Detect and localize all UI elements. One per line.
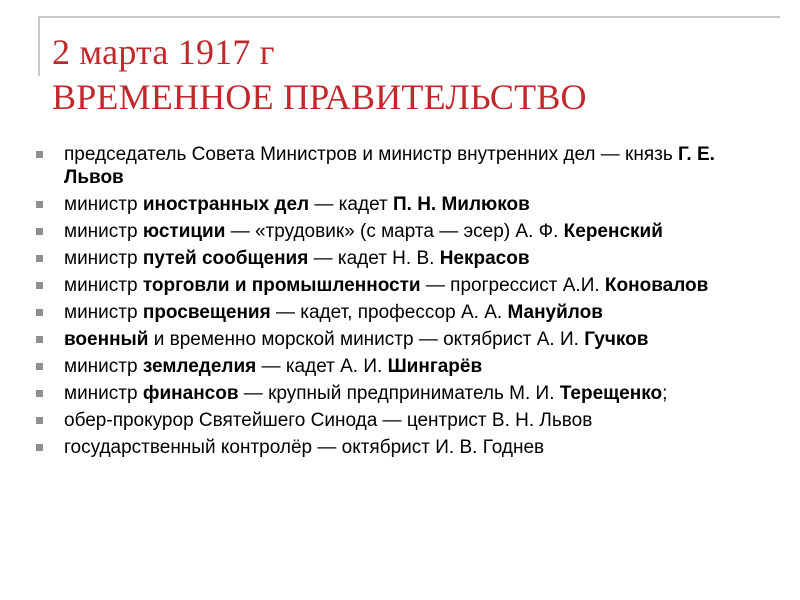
bullet-icon <box>36 255 43 262</box>
item-name: Шингарёв <box>387 356 483 377</box>
list-item-finance <box>36 382 776 405</box>
item-text: государственный контролёр — октябрист И. В. Годнев <box>64 437 545 458</box>
side-divider-rule <box>38 16 40 76</box>
list-item-education <box>36 301 776 324</box>
item-text: — кадет, профессор А. А. <box>270 302 508 323</box>
item-text: министр <box>64 221 143 242</box>
item-text: обер-прокурор Святейшего Синода — центрист В. Н. Львов <box>64 410 593 431</box>
list-item-controller <box>36 436 776 459</box>
list-item-justice <box>36 220 776 243</box>
item-ministry: земледелия <box>142 356 257 377</box>
item-text: — крупный предприниматель М. И. <box>238 383 560 404</box>
list-item-foreign-affairs <box>36 193 776 216</box>
item-name: Терещенко <box>559 383 663 404</box>
title-heading: ВРЕМЕННОЕ ПРАВИТЕЛЬСТВО <box>52 77 587 117</box>
item-text: министр <box>64 248 143 269</box>
list-item-trade <box>36 274 776 297</box>
bullet-icon <box>36 417 43 424</box>
item-text: — «трудовик» (с марта — эсер) А. Ф. <box>225 221 564 242</box>
item-ministry: юстиции <box>142 221 226 242</box>
item-text: — кадет Н. В. <box>308 248 440 269</box>
bullet-icon <box>36 444 43 451</box>
bullet-icon <box>36 228 43 235</box>
bullet-icon <box>36 201 43 208</box>
item-text: министр <box>64 275 143 296</box>
item-text: министр <box>64 383 143 404</box>
item-name: Мануйлов <box>507 302 603 323</box>
bullet-icon <box>36 282 43 289</box>
bullet-icon <box>36 363 43 370</box>
list-item-chairman <box>36 143 776 189</box>
item-text: председатель Совета Министров и министр внутренних дел — князь <box>64 144 679 165</box>
item-text: министр <box>64 356 143 377</box>
item-text: министр <box>64 194 143 215</box>
item-ministry: иностранных дел <box>142 194 310 215</box>
title-date: 2 марта 1917 г <box>52 32 275 72</box>
item-name: П. Н. Милюков <box>392 194 530 215</box>
top-divider-rule <box>38 16 780 18</box>
minister-list <box>36 143 776 463</box>
bullet-icon <box>36 336 43 343</box>
item-text: — кадет А. И. <box>256 356 388 377</box>
item-name: Коновалов <box>604 275 709 296</box>
item-text: ; <box>662 383 668 404</box>
list-item-agriculture <box>36 355 776 378</box>
item-name: Некрасов <box>439 248 530 269</box>
list-item-railways <box>36 247 776 270</box>
bullet-icon <box>36 390 43 397</box>
item-ministry: просвещения <box>142 302 271 323</box>
list-item-synod <box>36 409 776 432</box>
list-item-war <box>36 328 776 351</box>
item-ministry: военный <box>64 329 149 350</box>
item-ministry: финансов <box>142 383 239 404</box>
item-ministry: торговли и промышленности <box>142 275 421 296</box>
item-name: Керенский <box>563 221 663 242</box>
bullet-icon <box>36 309 43 316</box>
item-text: — прогрессист А.И. <box>420 275 605 296</box>
item-text: и временно морской министр — октябрист А. И. <box>148 329 585 350</box>
item-text: министр <box>64 302 143 323</box>
bullet-icon <box>36 151 43 158</box>
slide-title <box>52 30 772 120</box>
item-name: Гучков <box>584 329 649 350</box>
item-name: Г. Е. Львов <box>64 144 715 188</box>
item-ministry: путей сообщения <box>142 248 309 269</box>
item-text: — кадет <box>309 194 393 215</box>
